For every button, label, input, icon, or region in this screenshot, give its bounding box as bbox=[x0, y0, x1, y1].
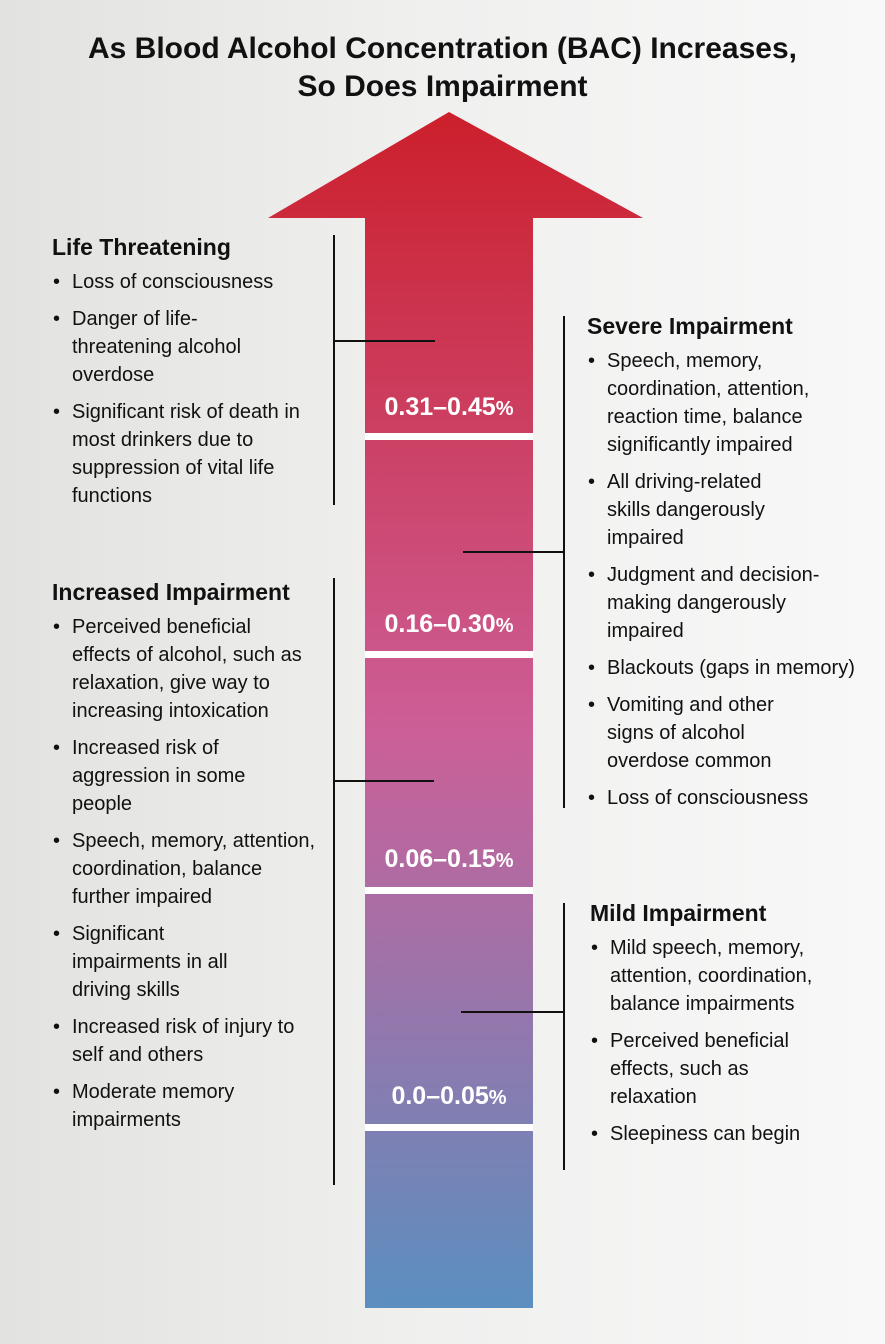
band-unit: % bbox=[495, 615, 514, 637]
group-heading: Increased Impairment bbox=[52, 579, 290, 605]
list-item: • Increased risk of aggression in some people bbox=[52, 734, 324, 818]
symptom-list bbox=[590, 934, 850, 1148]
band-range: 0.0–0.05 bbox=[391, 1082, 489, 1110]
list-item: • Significant risk of death in most drinkers due to suppression of vital life functions bbox=[52, 398, 322, 510]
title-line-1: As Blood Alcohol Concentration (BAC) Increases, bbox=[88, 32, 797, 65]
list-item: • Perceived beneficial effects, such as relaxation bbox=[590, 1027, 850, 1111]
list-item: • Loss of consciousness bbox=[52, 268, 322, 296]
band-label-increased bbox=[365, 844, 533, 876]
bracket-severe bbox=[563, 316, 565, 808]
list-item: • Loss of consciousness bbox=[587, 784, 885, 812]
list-item: • Danger of life-threatening alcohol overdose bbox=[52, 305, 322, 389]
list-item: • Vomiting and other signs of alcohol overdose common bbox=[587, 691, 885, 775]
connector-mild bbox=[461, 1011, 564, 1013]
symptom-list bbox=[52, 268, 322, 510]
band-range: 0.31–0.45 bbox=[384, 393, 496, 421]
bracket-mild bbox=[563, 903, 565, 1170]
band-unit: % bbox=[495, 850, 514, 872]
symptom-list bbox=[52, 613, 324, 1134]
list-item: • Sleepiness can begin bbox=[590, 1120, 850, 1148]
connector-life-threatening bbox=[333, 340, 435, 342]
list-item: • Speech, memory, coordination, attention, reaction time, balance significantly impaired bbox=[587, 347, 885, 459]
symptom-list bbox=[587, 347, 885, 812]
group-severe-impairment bbox=[587, 311, 885, 821]
title-line-2: So Does Impairment bbox=[297, 70, 588, 103]
group-heading: Severe Impairment bbox=[587, 313, 793, 339]
band-divider bbox=[365, 651, 533, 658]
band-divider bbox=[365, 1124, 533, 1131]
list-item: • Blackouts (gaps in memory) bbox=[587, 654, 885, 682]
bracket-increased bbox=[333, 578, 335, 1185]
group-mild-impairment bbox=[590, 898, 850, 1157]
group-life-threatening bbox=[52, 232, 322, 519]
list-item: • Significant impairments in all driving skills bbox=[52, 920, 324, 1004]
list-item: • Judgment and decision-making dangerously impaired bbox=[587, 561, 885, 645]
group-increased-impairment bbox=[52, 577, 324, 1143]
list-item: • Mild speech, memory, attention, coordination, balance impairments bbox=[590, 934, 850, 1018]
band-unit: % bbox=[495, 398, 514, 420]
bracket-life-threatening bbox=[333, 235, 335, 505]
band-label-severe bbox=[365, 609, 533, 641]
band-divider bbox=[365, 433, 533, 440]
band-divider bbox=[365, 887, 533, 894]
list-item: • Perceived beneficial effects of alcohol, such as relaxation, give way to increasing intoxication bbox=[52, 613, 324, 725]
connector-increased bbox=[333, 780, 434, 782]
list-item: • Speech, memory, attention, coordination, balance further impaired bbox=[52, 827, 324, 911]
connector-severe bbox=[463, 551, 565, 553]
band-unit: % bbox=[488, 1087, 507, 1109]
group-heading: Life Threatening bbox=[52, 234, 231, 260]
band-label-life-threatening bbox=[365, 392, 533, 424]
band-label-mild bbox=[365, 1081, 533, 1113]
group-heading: Mild Impairment bbox=[590, 900, 767, 926]
band-range: 0.06–0.15 bbox=[384, 845, 496, 873]
list-item: • Increased risk of injury to self and others bbox=[52, 1013, 324, 1069]
list-item: • Moderate memory impairments bbox=[52, 1078, 324, 1134]
band-range: 0.16–0.30 bbox=[384, 610, 496, 638]
list-item: • All driving-related skills dangerously impaired bbox=[587, 468, 885, 552]
